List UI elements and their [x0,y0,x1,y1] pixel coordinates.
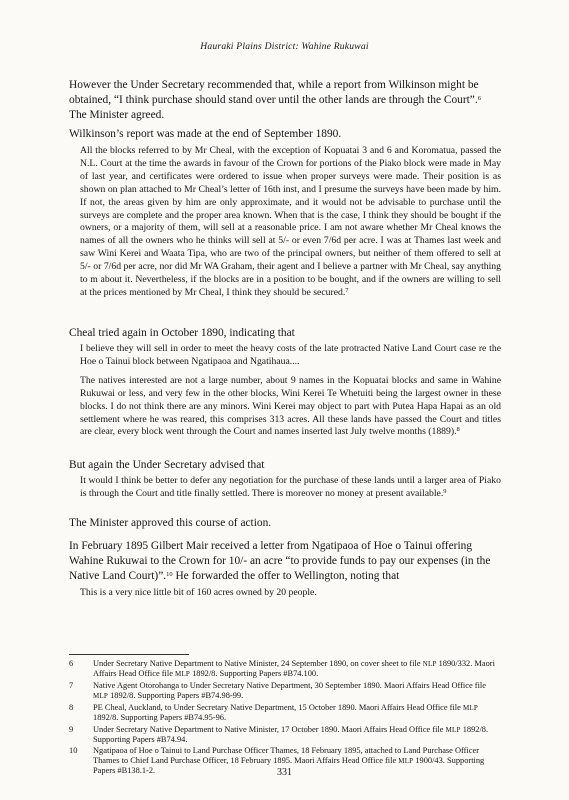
footnote-text: Under Secretary Native Department to Native Minister, 17 October 1890. Maori Affairs Head Office file [93,725,446,734]
footnote-divider [69,654,189,655]
blockquote-mair-note [69,587,501,600]
footnote-ref[interactable]: 6 [477,95,481,102]
footnote-text: 1892/8. Supporting Papers #B74.98-99. [108,691,244,700]
paragraph-text-tail: He forwarded the offer to Wellington, noting that [172,570,400,582]
footnote-ref[interactable]: 8 [456,426,460,434]
quote-text: This is a very nice little bit of 160 acres owned by 20 people. [80,587,317,598]
footnote-ref[interactable]: 10 [166,571,173,578]
footnote-number: 10 [69,746,78,755]
paragraph-gilbert-mair [69,539,501,584]
running-head: Hauraki Plains District: Wahine Rukuwai [200,41,369,52]
paragraph-text: In February 1895 Gilbert Mair received a letter from Ngatipaoa of Hoe o Tainui offering Wahine Rukuwai to the Crown for 10/- an acre “to provide funds to pay our expenses (in the Native Land Court)”. [69,540,491,582]
file-code: MLP [175,670,191,678]
footnote-9 [69,725,501,745]
footnote-number: 7 [69,681,74,690]
file-code: MLP [445,726,461,734]
paragraph-cheal-october [69,326,501,341]
footnote-text: PE Cheal, Auckland, to Under Secretary Native Department, 15 October 1890. Maori Affairs Head Office file [93,703,463,712]
footnote-text: 1892/8. Supporting Papers #B74.95-96. [93,713,227,722]
footnote-text: Under Secretary Native Department to Native Minister, 24 September 1890, on cover sheet to file [93,659,423,668]
footnote-text: 1892/8. Supporting Papers #B74.100. [190,669,319,678]
footnote-number: 6 [69,659,74,668]
footnote-ref[interactable]: 9 [443,487,447,495]
paragraph-text: However the Under Secretary recommended that, while a report from Wilkinson might be obtained, “I think purchase should stand over until the other lands are through the Court”. [69,79,479,106]
quote-text: All the blocks referred to by Mr Cheal, with the exception of Kopuatai 3 and 6 and Koromatua, passed the N.L. Court at the time the awards in favour of the Crown for portions of the Piako block were made in May of last year, and certificates were ordered to issue when proper surveys were made. Their position is as shown on plan attached to Mr Cheal’s letter of 16th inst, and I presume the surveys have been made by him. If not, the areas given by him are only approximate, and it would not be advisable to purchase until the surveys are complete and the proper area known. When that is the case, I think they should be bought if the owners, or a majority of them, will sell at a reasonable price. I am not aware whether Mr Cheal knows the names of all the owners who he thinks will sell at 5/- or even 7/6d per acre. I was at Thames last week and saw Wini Kerei and Waata Tipa, who are two of the principal owners, but neither of them offered to sell at 5/- or 7/6d per acre, nor did Mr WA Graham, their agent and I believe a partner with Mr Cheal, say anything to m about it. Nevertheless, if the blocks are in a position to be bought, and if the owners are willing to sell at the prices mentioned by Mr Cheal, I think they should be secured. [80,145,501,298]
footnote-text: 1900/43. Supporting Papers #B138.1-2. [93,756,485,775]
quote-text: I believe they will sell in order to meet the heavy costs of the late protracted Native Land Court case re the Hoe o Tainui block between Ngatipaoa and Ngatihaua.... [80,343,501,367]
file-code: MLP [93,692,108,700]
paragraph-under-secretary-advised [69,458,501,473]
paragraph-text: The Minister approved this course of action. [69,517,272,529]
footnote-number: 9 [69,725,74,734]
footnote-7 [69,681,501,701]
file-code: MLP [398,757,414,765]
footnote-6 [69,659,501,679]
paragraph-text: Cheal tried again in October 1890, indicating that [69,327,295,339]
paragraph-minister-agreed: The Minister agreed. [69,109,165,121]
blockquote-defer [69,475,501,501]
footnote-text: 1892/8. Supporting Papers #B74.94. [93,725,489,744]
quote-text: The natives interested are not a large number, about 9 names in the Kopuatai blocks and same in Wahine Rukuwai or less, and very few in the other blocks, Wini Kerei Te Whetuiti being the largest owner in these blocks. I do not think there are any minors. Wini Kerei may object to part with Putea Hapa Hapai as an old settlement where he was reared, this comprises 313 acres. All these lands have passed the Court and titles are clear, every block went through the Court and names inserted last July twelve months (1889). [80,374,501,438]
file-code: NLP [422,660,437,668]
paragraph-under-secretary [69,78,501,123]
footnote-text: Native Agent Otorohanga to Under Secretary Native Department, 30 September 1890. Maori Affairs Head Office file [93,681,486,690]
footnote-number: 8 [69,703,74,712]
footnote-8 [69,703,501,723]
paragraph-text: Wilkinson’s report was made at the end of September 1890. [69,128,342,140]
footnote-text: Ngatipaoa of Hoe o Tainui to Land Purchase Officer Thames, 18 February 1895, attached to Land Purchase Officer Thames to Chief Land Purchase Officer, 18 February 1895. Maori Affairs Head Office file [93,746,480,765]
paragraph-wilkinson [69,127,501,142]
blockquote-cheal-letter [69,343,501,439]
page-number: 331 [277,767,292,778]
quote-text: It would I think be better to defer any negotiation for the purchase of these lands until a larger area of Piako is through the Court and title finally settled. There is moreover no money at present available. [80,475,501,499]
footnote-ref[interactable]: 7 [345,286,349,294]
blockquote-wilkinson-report [69,145,501,300]
file-code: MLP [462,704,478,712]
footnote-text: 1890/332. Maori Affairs Head Office file [93,659,495,678]
paragraph-text: But again the Under Secretary advised that [69,459,265,471]
paragraph-minister-approved [69,516,501,531]
